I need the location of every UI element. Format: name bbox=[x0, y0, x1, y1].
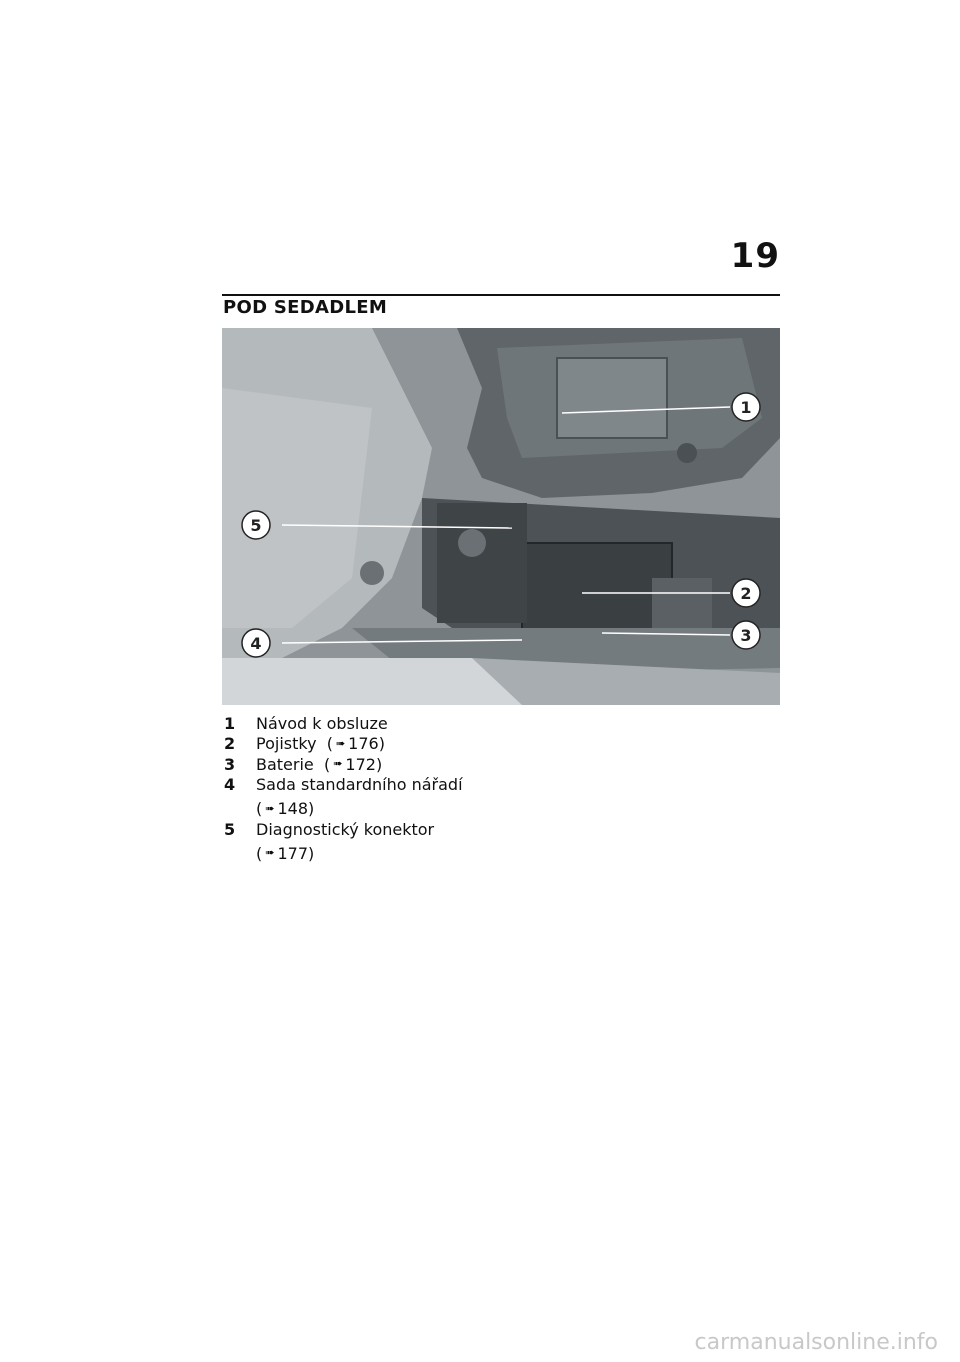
legend-text bbox=[256, 714, 624, 734]
callout-5 bbox=[242, 511, 270, 539]
callout-2 bbox=[732, 579, 760, 607]
under-seat-illustration bbox=[222, 328, 780, 705]
legend-num: 5 bbox=[224, 819, 236, 839]
page-reference-link[interactable]: 177 bbox=[277, 843, 309, 863]
legend-label: Návod k obsluze bbox=[256, 714, 388, 733]
legend-label: Baterie bbox=[256, 754, 314, 774]
callout-1 bbox=[732, 393, 760, 421]
page-ref-arrow-icon: ➠ bbox=[265, 846, 275, 859]
page-reference-link[interactable]: 172 bbox=[345, 754, 376, 774]
page-ref-arrow-icon: ➠ bbox=[265, 801, 275, 815]
legend-num: 1 bbox=[224, 714, 236, 733]
legend-num: 4 bbox=[224, 775, 236, 794]
legend-label: Diagnostický konektor bbox=[256, 819, 435, 839]
page-reference-link[interactable]: 148 bbox=[277, 799, 309, 818]
callout-4-label: 4 bbox=[250, 634, 262, 653]
legend-item bbox=[224, 714, 624, 734]
section-rule bbox=[222, 294, 780, 296]
legend-text: Baterie ( ➠ 172) bbox=[256, 754, 383, 774]
page-ref-arrow-icon: ➠ bbox=[333, 757, 343, 770]
legend-item bbox=[224, 775, 624, 820]
page-reference-link[interactable]: 176 bbox=[348, 734, 379, 753]
callout-2-label: 2 bbox=[740, 584, 752, 603]
legend-num: 3 bbox=[224, 754, 236, 774]
callout-4 bbox=[242, 629, 270, 657]
legend-item bbox=[224, 734, 624, 755]
callout-3 bbox=[732, 621, 760, 649]
legend-text: Pojistky ( ➠ 176) bbox=[256, 734, 385, 753]
legend-text: Diagnostický konektor ( ➠ 177) bbox=[256, 819, 435, 863]
legend-label: Pojistky bbox=[256, 734, 317, 753]
callout-1-label: 1 bbox=[740, 398, 752, 417]
section-title: POD SEDADLEM bbox=[223, 297, 388, 318]
legend-item bbox=[224, 755, 624, 776]
callout-3-label: 3 bbox=[740, 626, 752, 645]
legend-num: 2 bbox=[224, 734, 236, 753]
legend-text: Sada standardního nářadí ( ➠ 148) bbox=[256, 775, 463, 818]
page-number: 19 bbox=[730, 236, 780, 276]
legend-label: Sada standardního nářadí bbox=[256, 775, 463, 794]
page-ref-arrow-icon: ➠ bbox=[335, 736, 346, 750]
legend-list bbox=[224, 714, 624, 864]
watermark: carmanualsonline.info bbox=[694, 1330, 938, 1355]
legend-item bbox=[224, 820, 624, 865]
callout-5-label: 5 bbox=[250, 516, 262, 535]
